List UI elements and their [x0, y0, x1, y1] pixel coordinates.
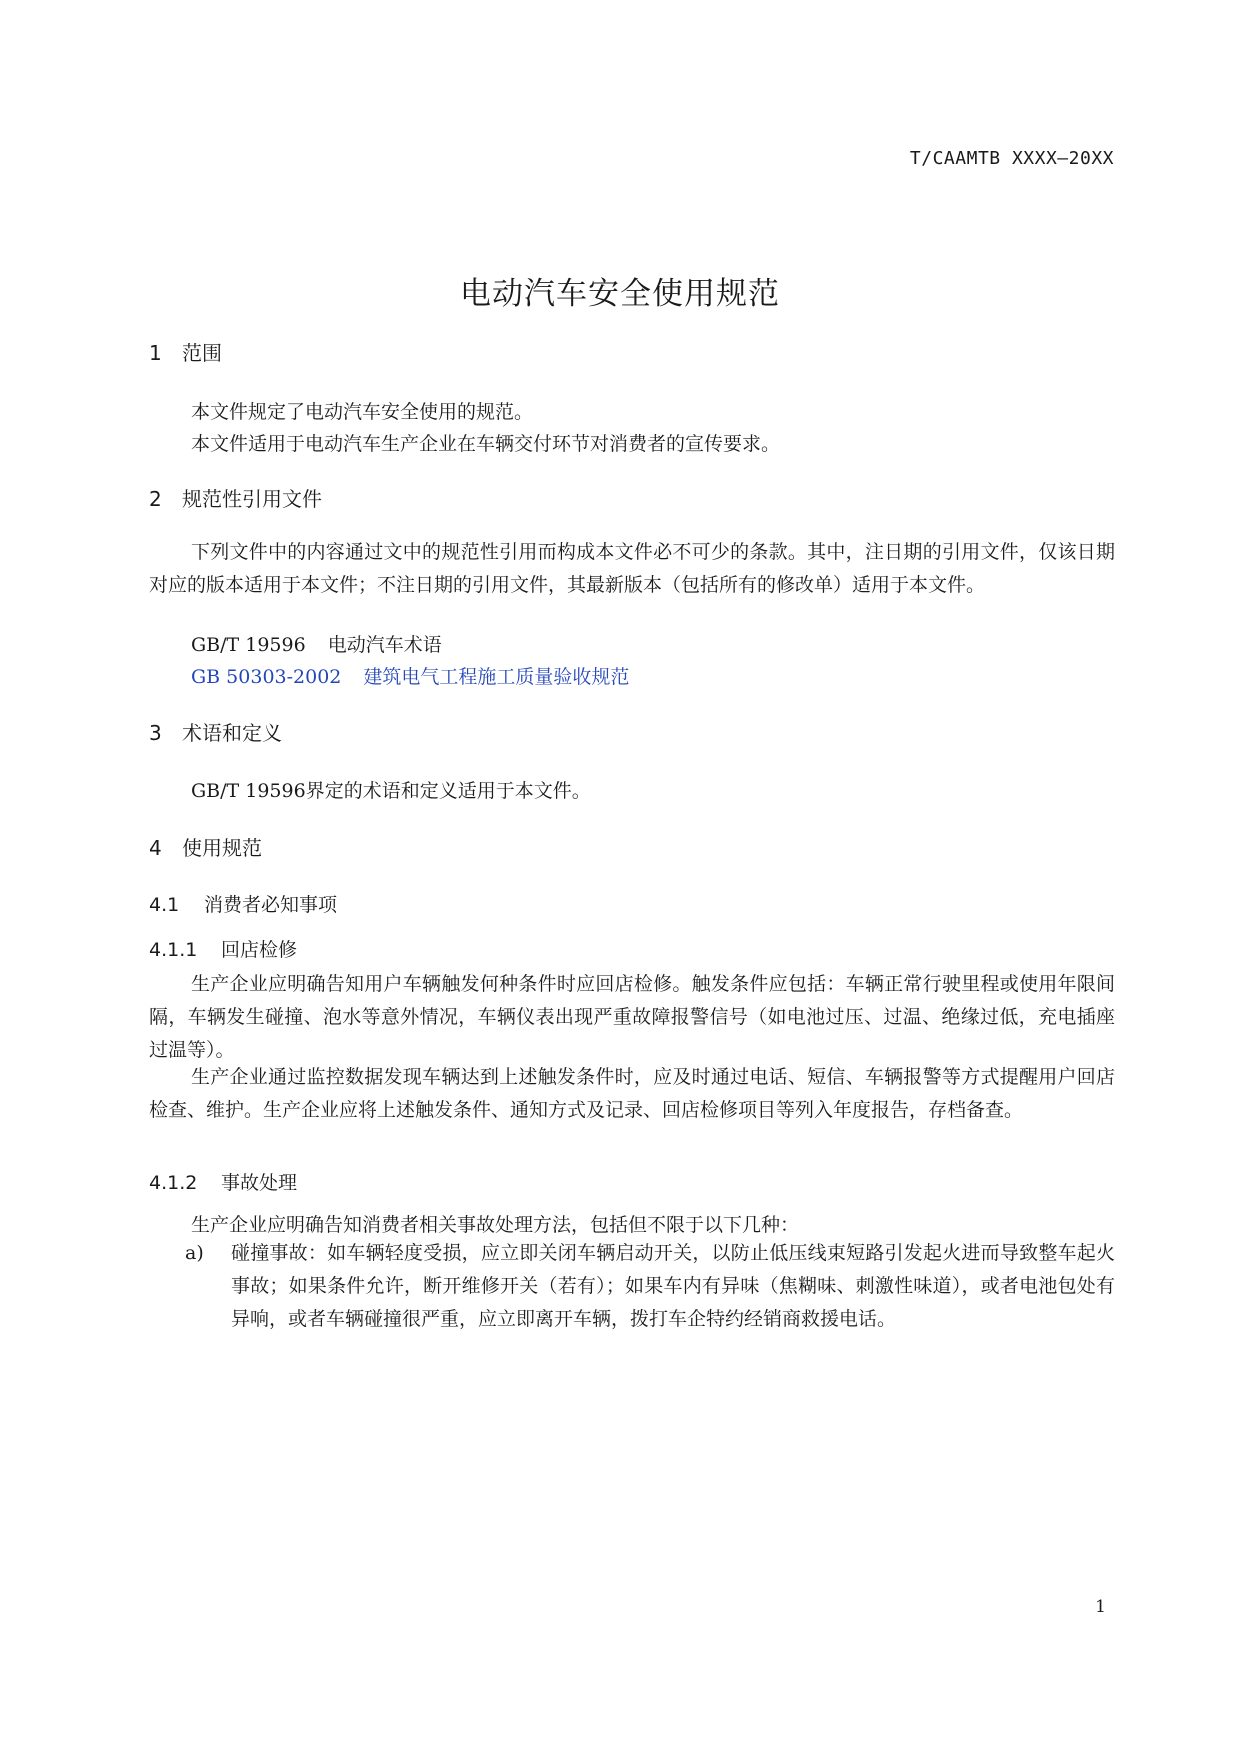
section-title: 规范性引用文件 [182, 487, 322, 511]
reference-item-link[interactable] [191, 662, 629, 689]
accident-intro: 生产企业应明确告知消费者相关事故处理方法，包括但不限于以下几种： [191, 1214, 800, 1236]
list-item [185, 1237, 1115, 1336]
section-number: 1 [149, 341, 162, 365]
section-number: 4.1.1 [149, 939, 198, 961]
section-number: 3 [149, 721, 162, 745]
scope-line-2: 本文件适用于电动汽车生产企业在车辆交付环节对消费者的宣传要求。 [191, 433, 781, 455]
section-title: 范围 [182, 341, 222, 365]
section-title: 使用规范 [182, 836, 262, 860]
document-title: 电动汽车安全使用规范 [460, 276, 780, 312]
document-code: T/CAAMTB XXXX—20XX [909, 148, 1114, 169]
normative-references-intro: 下列文件中的内容通过文中的规范性引用而构成本文件必不可少的条款。其中，注日期的引用文件，仅该日期对应的版本适用于本文件；不注日期的引用文件，其最新版本（包括所有的修改单）适用于本文件。 [149, 541, 1115, 596]
reference-name: 建筑电气工程施工质量验收规范 [363, 666, 630, 688]
section-number: 4 [149, 836, 162, 860]
section-1-heading [149, 337, 222, 366]
section-title: 消费者必知事项 [204, 894, 338, 916]
scope-line-1: 本文件规定了电动汽车安全使用的规范。 [191, 401, 534, 423]
section-4-heading [149, 832, 262, 861]
section-4-1-1-heading [149, 935, 297, 962]
section-4-1-2-heading [149, 1168, 297, 1195]
section-title: 术语和定义 [182, 721, 282, 745]
section-4-1-heading [149, 890, 337, 917]
reference-code: GB 50303-2002 [191, 666, 342, 688]
section-number: 2 [149, 487, 162, 511]
repair-paragraph-2: 生产企业通过监控数据发现车辆达到上述触发条件时，应及时通过电话、短信、车辆报警等方式提醒用户回店检查、维护。生产企业应将上述触发条件、通知方式及记录、回店检修项目等列入年度报告，存档备查。 [149, 1066, 1115, 1121]
section-title: 事故处理 [221, 1172, 298, 1194]
reference-name: 电动汽车术语 [327, 634, 442, 656]
list-item-text: 碰撞事故：如车辆轻度受损，应立即关闭车辆启动开关，以防止低压线束短路引发起火进而导致整车起火事故；如果条件允许，断开维修开关（若有）；如果车内有异味（焦糊味、刺激性味道），或者电池包处有异响，或者车辆碰撞很严重，应立即离开车辆，拨打车企特约经销商救援电话。 [231, 1242, 1115, 1330]
terms-definition-text: GB/T 19596界定的术语和定义适用于本文件。 [191, 780, 591, 802]
section-number: 4.1 [149, 894, 180, 916]
section-number: 4.1.2 [149, 1172, 198, 1194]
section-2-heading [149, 483, 322, 512]
page-number: 1 [1095, 1597, 1106, 1617]
repair-paragraph-1: 生产企业应明确告知用户车辆触发何种条件时应回店检修。触发条件应包括：车辆正常行驶里程或使用年限间隔，车辆发生碰撞、泡水等意外情况，车辆仪表出现严重故障报警信号（如电池过压、过温、绝缘过低，充电插座过温等）。 [149, 973, 1115, 1061]
reference-item [191, 630, 442, 657]
list-marker: a) [185, 1242, 204, 1264]
reference-code: GB/T 19596 [191, 634, 306, 656]
section-title: 回店检修 [221, 939, 298, 961]
section-3-heading [149, 717, 282, 746]
